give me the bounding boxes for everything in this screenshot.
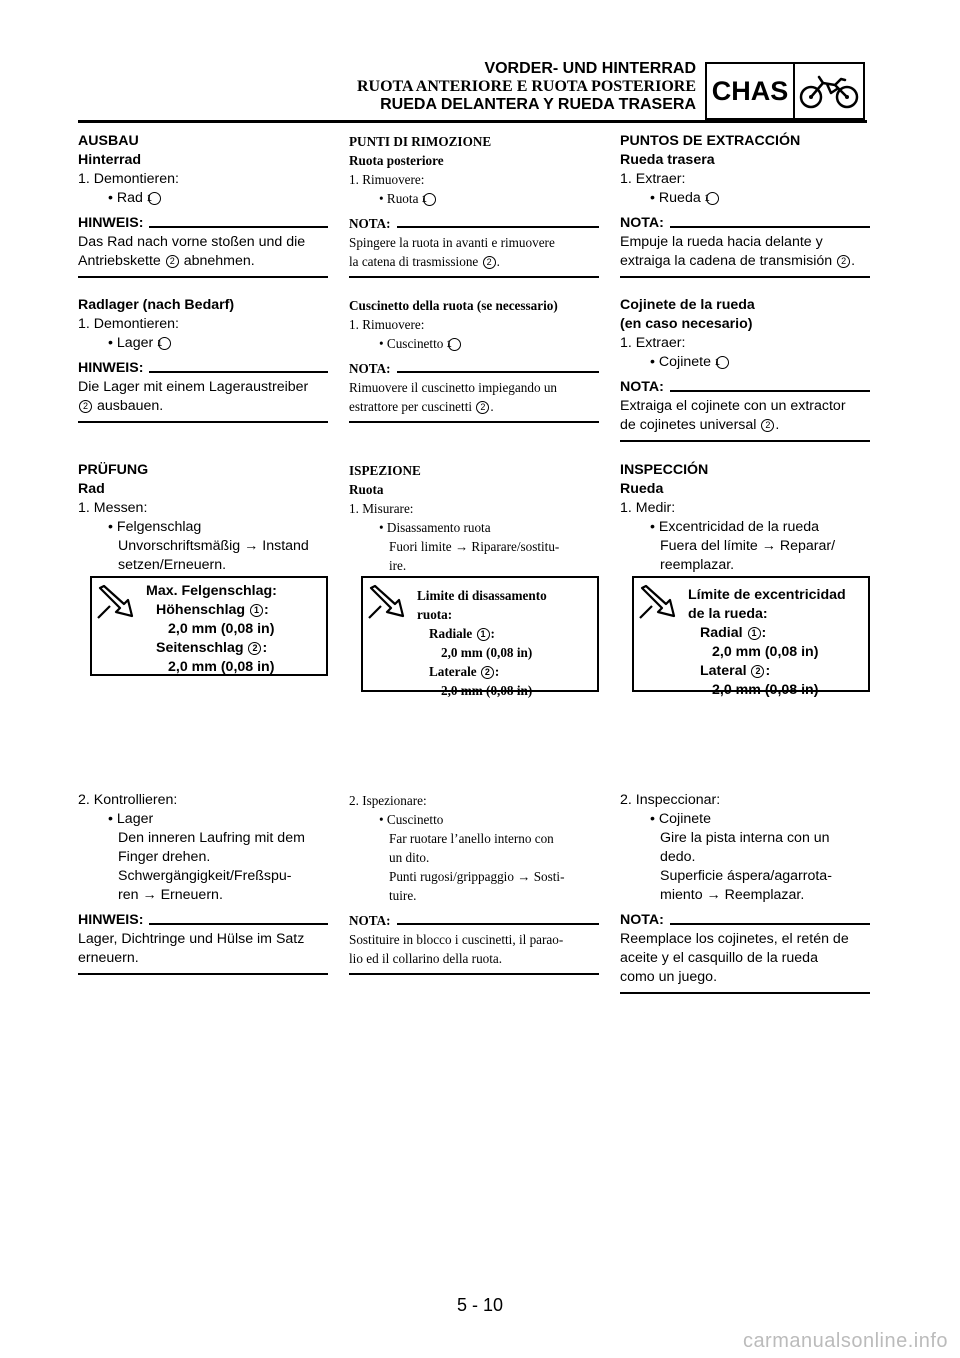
section-badge bbox=[705, 62, 865, 120]
step-detail: Fuori limite → Riparare/sostitu- bbox=[389, 539, 560, 554]
step-detail: Punti rugosi/grippaggio → Sosti- bbox=[389, 869, 565, 884]
note-text: Rimuovere il cuscinetto impiegando un bbox=[349, 380, 558, 395]
title-german: VORDER- UND HINTERRAD bbox=[484, 60, 696, 77]
spec-title: ruota: bbox=[417, 607, 453, 622]
watermark-link[interactable]: carmanualsonline.info bbox=[742, 1330, 948, 1352]
note-text: Das Rad nach vorne stoßen und die bbox=[78, 234, 306, 250]
subheading: Cuscinetto della ruota (se necessario) bbox=[349, 298, 558, 313]
step-detail: Den inneren Laufring mit dem bbox=[118, 830, 305, 846]
spec-label: Radial 1 : bbox=[700, 625, 767, 641]
step-text: 2. Ispezionare: bbox=[349, 793, 427, 808]
step-detail: Fuera del límite → Reparar/ bbox=[660, 538, 836, 554]
step-detail: un dito. bbox=[389, 850, 430, 865]
note-text: Lager, Dichtringe und Hülse im Satz bbox=[78, 931, 305, 947]
step-detail: Far ruotare l’anello interno con bbox=[389, 831, 554, 846]
spec-label: Seitenschlag 2 : bbox=[156, 640, 268, 656]
bullet-item: • Cojinete bbox=[650, 811, 711, 827]
spec-box bbox=[361, 576, 599, 698]
subheading: Hinterrad bbox=[78, 152, 142, 168]
step-text: 1. Misurare: bbox=[349, 501, 414, 516]
bullet-item: • Rad 1 bbox=[78, 189, 328, 208]
step-text: 1. Rimuovere: bbox=[349, 317, 425, 332]
note-divider bbox=[349, 973, 599, 975]
note-text: Antriebskette 2 abnehmen. bbox=[78, 253, 255, 269]
step-text: 1. Extraer: bbox=[620, 335, 686, 351]
title-spanish: RUEDA DELANTERA Y RUEDA TRASERA bbox=[380, 96, 696, 113]
spec-value: 2,0 mm (0,08 in) bbox=[441, 645, 533, 660]
step-detail: ren → Erneuern. bbox=[118, 887, 223, 903]
note-text: Die Lager mit einem Lageraustreiber bbox=[78, 379, 309, 395]
note-text: la catena di trasmissione 2 . bbox=[349, 254, 500, 269]
bullet-item: • Lager 1 bbox=[78, 334, 328, 353]
spec-title: de la rueda: bbox=[688, 606, 768, 622]
note-text: Empuje la rueda hacia delante y bbox=[620, 234, 823, 250]
spec-value: 2,0 mm (0,08 in) bbox=[168, 621, 275, 637]
section-heading: PRÜFUNG bbox=[78, 462, 149, 478]
bullet-item: • Cojinete 1 bbox=[620, 353, 870, 372]
step-detail: Unvorschriftsmäßig → Instand bbox=[118, 538, 309, 554]
step-text: 1. Medir: bbox=[620, 500, 676, 516]
step-text: 2. Kontrollieren: bbox=[78, 792, 178, 808]
motorcycle-icon bbox=[795, 64, 863, 118]
bullet-item: • Lager bbox=[108, 811, 154, 827]
spec-label: Höhenschlag 1 : bbox=[156, 602, 269, 618]
note-text: de cojinetes universal 2 . bbox=[620, 417, 780, 433]
note-text: como un juego. bbox=[620, 969, 718, 985]
spec-title: Max. Felgenschlag: bbox=[146, 583, 277, 599]
step-text: 1. Rimuovere: bbox=[349, 172, 425, 187]
step-detail: reemplazar. bbox=[660, 557, 735, 573]
spec-value: 2,0 mm (0,08 in) bbox=[712, 682, 819, 698]
subheading: Rad bbox=[78, 481, 105, 497]
section-heading: PUNTI DI RIMOZIONE bbox=[349, 134, 492, 149]
step-detail: Finger drehen. bbox=[118, 849, 211, 865]
note-divider bbox=[78, 276, 328, 278]
bullet-item: • Disassamento ruota bbox=[379, 520, 491, 535]
title-italian: RUOTA ANTERIORE E RUOTA POSTERIORE bbox=[356, 78, 696, 95]
page-number: 5 - 10 bbox=[456, 1295, 504, 1315]
note-text: Sostituire in blocco i cuscinetti, il parao- bbox=[349, 932, 564, 947]
step-detail: ire. bbox=[389, 558, 407, 573]
note-header: HINWEIS: bbox=[78, 911, 328, 930]
step-detail: dedo. bbox=[660, 849, 696, 865]
page-header-titles bbox=[357, 60, 696, 114]
section-label: CHAS bbox=[707, 64, 795, 118]
note-header: NOTA: bbox=[620, 378, 870, 397]
spec-value: 2,0 mm (0,08 in) bbox=[441, 683, 533, 698]
note-header: HINWEIS: bbox=[78, 214, 328, 233]
note-divider bbox=[620, 276, 870, 278]
note-header: NOTA: bbox=[620, 911, 870, 930]
subheading: Rueda bbox=[620, 481, 664, 497]
section-heading: PUNTOS DE EXTRACCIÓN bbox=[620, 133, 801, 149]
step-detail: miento → Reemplazar. bbox=[660, 887, 805, 903]
section-heading: INSPECCIÓN bbox=[620, 462, 709, 478]
section-heading: AUSBAU bbox=[78, 133, 139, 149]
step-detail: Superficie áspera/agarrota- bbox=[660, 868, 832, 884]
spec-title: Limite di disassamento bbox=[417, 588, 547, 603]
bullet-item: • Cuscinetto bbox=[379, 812, 444, 827]
note-text: Extraiga el cojinete con un extractor bbox=[620, 398, 846, 414]
note-text: lio ed il collarino della ruota. bbox=[349, 951, 503, 966]
note-header: NOTA: bbox=[349, 359, 599, 378]
step-detail: Schwergängigkeit/Freßspu- bbox=[118, 868, 292, 884]
spec-box bbox=[90, 576, 328, 676]
note-text: 2 ausbauen. bbox=[78, 397, 328, 416]
note-divider bbox=[620, 440, 870, 442]
step-detail: setzen/Erneuern. bbox=[118, 557, 227, 573]
wrench-spec-icon bbox=[96, 584, 136, 620]
spec-label: Lateral 2 : bbox=[700, 663, 771, 679]
step-text: 2. Inspeccionar: bbox=[620, 792, 721, 808]
note-text: estrattore per cuscinetti 2 . bbox=[349, 399, 494, 414]
spec-label: Laterale 2 : bbox=[429, 664, 500, 679]
spec-box bbox=[632, 576, 870, 698]
bullet-item: • Excentricidad de la rueda bbox=[650, 519, 820, 535]
note-header: NOTA: bbox=[620, 214, 870, 233]
note-divider bbox=[349, 276, 599, 278]
wrench-spec-icon bbox=[367, 584, 407, 620]
note-divider bbox=[78, 973, 328, 975]
note-header: NOTA: bbox=[349, 214, 599, 233]
spec-label: Radiale 1 : bbox=[429, 626, 495, 641]
subheading: Radlager (nach Bedarf) bbox=[78, 297, 235, 313]
subheading: Cojinete de la rueda bbox=[620, 297, 755, 313]
spec-value: 2,0 mm (0,08 in) bbox=[168, 659, 275, 675]
step-detail: Gire la pista interna con un bbox=[660, 830, 830, 846]
step-text: 1. Demontieren: bbox=[78, 171, 179, 187]
note-text: Reemplace los cojinetes, el retén de bbox=[620, 931, 849, 947]
bullet-item: • Rueda 1 bbox=[620, 189, 870, 208]
note-header: HINWEIS: bbox=[78, 359, 328, 378]
wrench-spec-icon bbox=[638, 584, 678, 620]
subheading: Ruota bbox=[349, 482, 384, 497]
subheading: (en caso necesario) bbox=[620, 316, 753, 332]
note-text: aceite y el casquillo de la rueda bbox=[620, 950, 818, 966]
spec-value: 2,0 mm (0,08 in) bbox=[712, 644, 819, 660]
note-divider bbox=[78, 421, 328, 423]
note-text: extraiga la cadena de transmisión 2 . bbox=[620, 253, 856, 269]
section-heading: ISPEZIONE bbox=[349, 463, 421, 478]
bullet-item: • Ruota 1 bbox=[349, 189, 599, 208]
bullet-item: • Felgenschlag bbox=[108, 519, 202, 535]
spec-title: Límite de excentricidad bbox=[688, 587, 846, 603]
step-text: 1. Messen: bbox=[78, 500, 148, 516]
note-text: erneuern. bbox=[78, 950, 139, 966]
header-divider bbox=[78, 120, 867, 123]
step-text: 1. Demontieren: bbox=[78, 316, 179, 332]
step-text: 1. Extraer: bbox=[620, 171, 686, 187]
step-detail: tuire. bbox=[389, 888, 417, 903]
note-text: Spingere la ruota in avanti e rimuovere bbox=[349, 235, 555, 250]
subheading: Rueda trasera bbox=[620, 152, 715, 168]
note-header: NOTA: bbox=[349, 911, 599, 930]
note-divider bbox=[349, 421, 599, 423]
note-divider bbox=[620, 992, 870, 994]
bullet-item: • Cuscinetto 1 bbox=[349, 334, 599, 353]
subheading: Ruota posteriore bbox=[349, 153, 444, 168]
